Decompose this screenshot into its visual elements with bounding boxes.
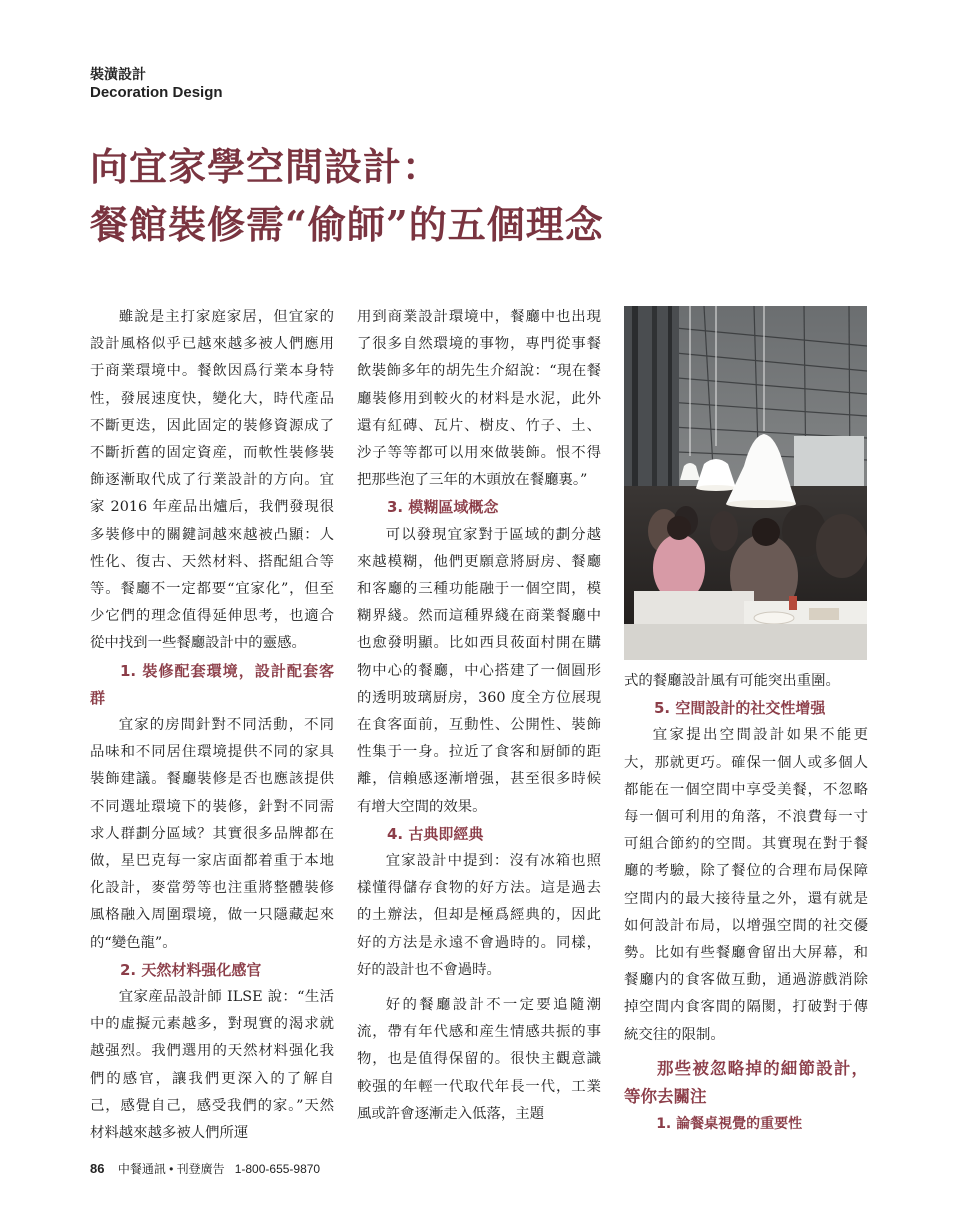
section-label-en: Decoration Design: [90, 84, 223, 101]
paragraph: 宜家設計中提到：沒有冰箱也照樣懂得儲存食物的好方法。這是過去的土辦法，但却是極爲經典的，因此好的方法是永遠不會過時的。同樣，好的設計也不會過時。: [357, 853, 601, 978]
paragraph: 宜家的房間針對不同活動，不同品味和不同居住環境提供不同的家具裝飾建議。餐廳裝修是否也應該提供不同選址環境下的裝修，針對不同需求人群劃分區域？其實很多品牌都在做，星巴克每一家店面都着重于本地化設計，麥當勞等也注重將整體裝修風格融入周圍環境，做一只隱藏起來的“變色龍”。: [90, 717, 334, 951]
heading-4: 4. 古典即經典: [387, 824, 484, 843]
title-line-1: 向宜家學空間設計：: [90, 144, 442, 189]
paragraph: 用到商業設計環境中，餐廳中也出現了很多自然環境的事物，專門從事餐飲裝飾多年的胡先生介紹說：“現在餐廳裝修用到較火的材料是水泥，此外還有紅磚、瓦片、樹皮、竹子、土、沙子等等都可以用來做裝飾。恨不得把那些泡了三年的木頭放在餐廳裏。”: [357, 309, 601, 489]
column-2: [357, 304, 601, 1128]
heading-5: 5. 空間設計的社交性增强: [654, 699, 826, 718]
paragraph: 好的餐廳設計不一定要追隨潮流，帶有年代感和産生情感共振的事物，也是值得保留的。很快主觀意識較强的年輕一代取代年長一代，工業風或許會逐漸走入低落，主題: [357, 997, 601, 1122]
heading-2: 2. 天然材料强化感官: [120, 960, 262, 979]
page-footer: [90, 1160, 320, 1177]
phone-number: 1-800-655-9870: [234, 1162, 321, 1176]
paragraph: 雖說是主打家庭家居，但宜家的設計風格似乎已越來越多被人們應用于商業環境中。餐飲因爲行業本身特性，發展速度快，變化大，時代產品不斷更迭，因此固定的裝修資源成了不斷折舊的固定資産，而軟性裝修裝飾逐漸取代成了行業設計的方向。宜家 2016 年産品出爐后，我們發現很多裝修中的關鍵詞越來越被凸顯：人性化、復古、天然材料、搭配組合等等。餐廳不一定都要“宜家化”，但至少它們的理念值得延伸思考，也適合從中找到一些餐廳設計中的靈感。: [90, 309, 334, 652]
paragraph: 可以發現宜家對于區域的劃分越來越模糊，他們更願意將厨房、餐廳和客廳的三種功能融于一個空間，模糊界綫。然而這種界綫在商業餐廳中也愈發明顯。比如西貝莜面村開在購物中心的餐廳，中心搭建了一個圓形的透明玻璃厨房，360 度全方位展現在食客面前，互動性、公開性、裝飾性集于一身。拉近了食客和厨師的距離，信賴感逐漸增强，甚至很多時候有增大空間的效果。: [357, 526, 601, 815]
paragraph: 式的餐廳設計風有可能突出重圍。: [624, 673, 840, 689]
column-1: [90, 304, 334, 1147]
heading-1: 1. 裝修配套環境，設計配套客群: [90, 661, 334, 707]
sub-section-title: 那些被忽略掉的細節設計，等你去關注: [624, 1058, 868, 1106]
page-number: 86: [90, 1161, 105, 1176]
paragraph: 宜家提出空間設計如果不能更大，那就更巧。確保一個人或多個人都能在一個空間中享受美餐，不忽略每一個可利用的角落，不浪費每一寸可組合節約的空間。其實現在對于餐廳的考驗，除了餐位的合理布局保障空間内的最大接待量之外，還有就是如何設計布局，以增强空間的社交優勢。比如有些餐廳會留出大屏幕，和餐廳内的食客做互動，通過游戲消除掉空間内食客間的隔閡，打破對于傳統交往的限制。: [624, 727, 868, 1043]
column-3: [624, 668, 868, 1137]
publication-name: 中餐通訊 • 刊登廣告: [117, 1162, 225, 1176]
sub-heading-1: 1. 論餐桌視覺的重要性: [656, 1115, 803, 1132]
section-label-zh: 裝潢設計: [90, 67, 146, 83]
heading-3: 3. 模糊區域概念: [387, 498, 499, 517]
article-title: [90, 138, 604, 254]
paragraph: 宜家産品設計師 ILSE 說：“生活中的虛擬元素越多，對現實的渴求就越强烈。我們選用的天然材料强化我們的感官，讓我們更深入的了解自己，感覺自己，感受我們的家。”天然材料越來越多被人們所運: [90, 989, 334, 1142]
title-line-2: 餐館裝修需“偷師”的五個理念: [90, 202, 604, 247]
restaurant-photo: [624, 306, 867, 660]
